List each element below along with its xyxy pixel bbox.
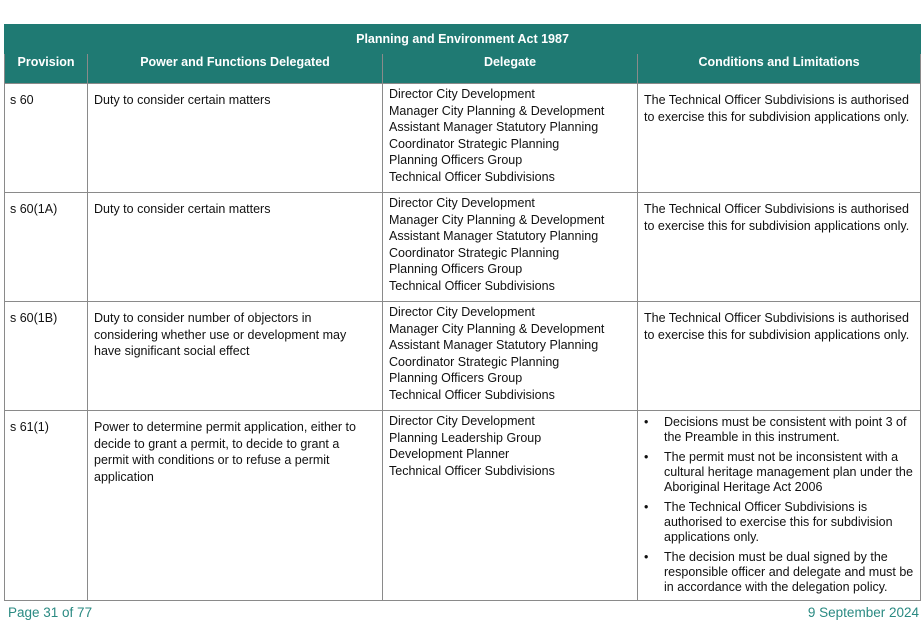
delegate-item: Planning Leadership Group — [389, 430, 542, 445]
condition-cell: The Technical Officer Subdivisions is authorised to exercise this for subdivision applications only. — [638, 302, 921, 411]
bullet-icon: • — [644, 415, 649, 429]
delegate-item: Coordinator Strategic Planning — [389, 245, 560, 260]
header-delegate: Delegate — [383, 54, 638, 84]
delegate-item: Director City Development — [389, 305, 535, 319]
bullet-icon: • — [644, 550, 649, 564]
delegate-item: Planning Officers Group — [389, 371, 523, 385]
power-cell: Duty to consider certain matters — [88, 84, 383, 193]
condition-item — [644, 450, 914, 495]
condition-text: The permit must not be inconsistent with a cultural heritage management plan under the Aboriginal Heritage Act 2006 — [664, 450, 913, 494]
delegation-table — [4, 24, 921, 601]
table-row — [5, 193, 921, 302]
header-powers: Power and Functions Delegated — [88, 54, 383, 84]
delegate-item: Director City Development — [389, 414, 535, 428]
delegate-item: Technical Officer Subdivisions — [389, 387, 555, 402]
delegate-item: Assistant Manager Statutory Planning — [389, 338, 599, 352]
condition-text: The decision must be dual signed by the responsible officer and delegate and must be in accordance with the delegation policy. — [664, 550, 914, 594]
table-row — [5, 302, 921, 411]
delegate-item: Coordinator Strategic Planning — [389, 136, 560, 151]
provision-cell: s 60(1B) — [5, 302, 88, 411]
delegate-item: Assistant Manager Statutory Planning — [389, 120, 599, 134]
provision-cell: s 60(1A) — [5, 193, 88, 302]
condition-item — [644, 415, 914, 445]
condition-item — [644, 500, 914, 545]
bullet-icon: • — [644, 450, 649, 464]
power-cell: Power to determine permit application, either to decide to grant a permit, to decide to grant a permit with conditions or to refuse a permit application — [88, 411, 383, 601]
condition-list — [644, 415, 914, 595]
delegate-item: Manager City Planning & Development — [389, 103, 605, 118]
delegate-item: Director City Development — [389, 196, 535, 210]
provision-cell: s 60 — [5, 84, 88, 193]
power-cell: Duty to consider certain matters — [88, 193, 383, 302]
delegate-item: Assistant Manager Statutory Planning — [389, 229, 599, 243]
table-row — [5, 84, 921, 193]
condition-cell — [638, 411, 921, 601]
table-title: Planning and Environment Act 1987 — [5, 25, 921, 54]
delegate-item: Manager City Planning & Development — [389, 212, 605, 227]
delegate-cell — [383, 193, 638, 302]
page-number: Page 31 of 77 — [8, 605, 93, 620]
delegate-cell — [383, 411, 638, 601]
condition-cell: The Technical Officer Subdivisions is authorised to exercise this for subdivision applications only. — [638, 84, 921, 193]
condition-text: Decisions must be consistent with point 3 of the Preamble in this instrument. — [664, 415, 907, 444]
delegate-item: Technical Officer Subdivisions — [389, 169, 555, 184]
header-conditions: Conditions and Limitations — [638, 54, 921, 84]
header-provision: Provision — [5, 54, 88, 84]
condition-item — [644, 550, 914, 595]
delegate-item: Manager City Planning & Development — [389, 321, 605, 336]
delegate-item: Development Planner — [389, 447, 510, 461]
document-date: 9 September 2024 — [807, 605, 919, 620]
delegate-item: Director City Development — [389, 87, 535, 101]
condition-cell: The Technical Officer Subdivisions is authorised to exercise this for subdivision applications only. — [638, 193, 921, 302]
condition-text: The Technical Officer Subdivisions is authorised to exercise this for subdivision applications only. — [664, 500, 893, 544]
delegate-cell — [383, 84, 638, 193]
bullet-icon: • — [644, 500, 649, 514]
table-row — [5, 411, 921, 601]
delegate-item: Planning Officers Group — [389, 262, 523, 276]
delegate-cell — [383, 302, 638, 411]
provision-cell: s 61(1) — [5, 411, 88, 601]
delegate-item: Planning Officers Group — [389, 153, 523, 167]
delegate-item: Technical Officer Subdivisions — [389, 278, 555, 293]
table-header-row — [5, 54, 921, 84]
power-cell: Duty to consider number of objectors in considering whether use or development may have significant social effect — [88, 302, 383, 411]
delegate-item: Technical Officer Subdivisions — [389, 463, 555, 478]
delegate-item: Coordinator Strategic Planning — [389, 354, 560, 369]
